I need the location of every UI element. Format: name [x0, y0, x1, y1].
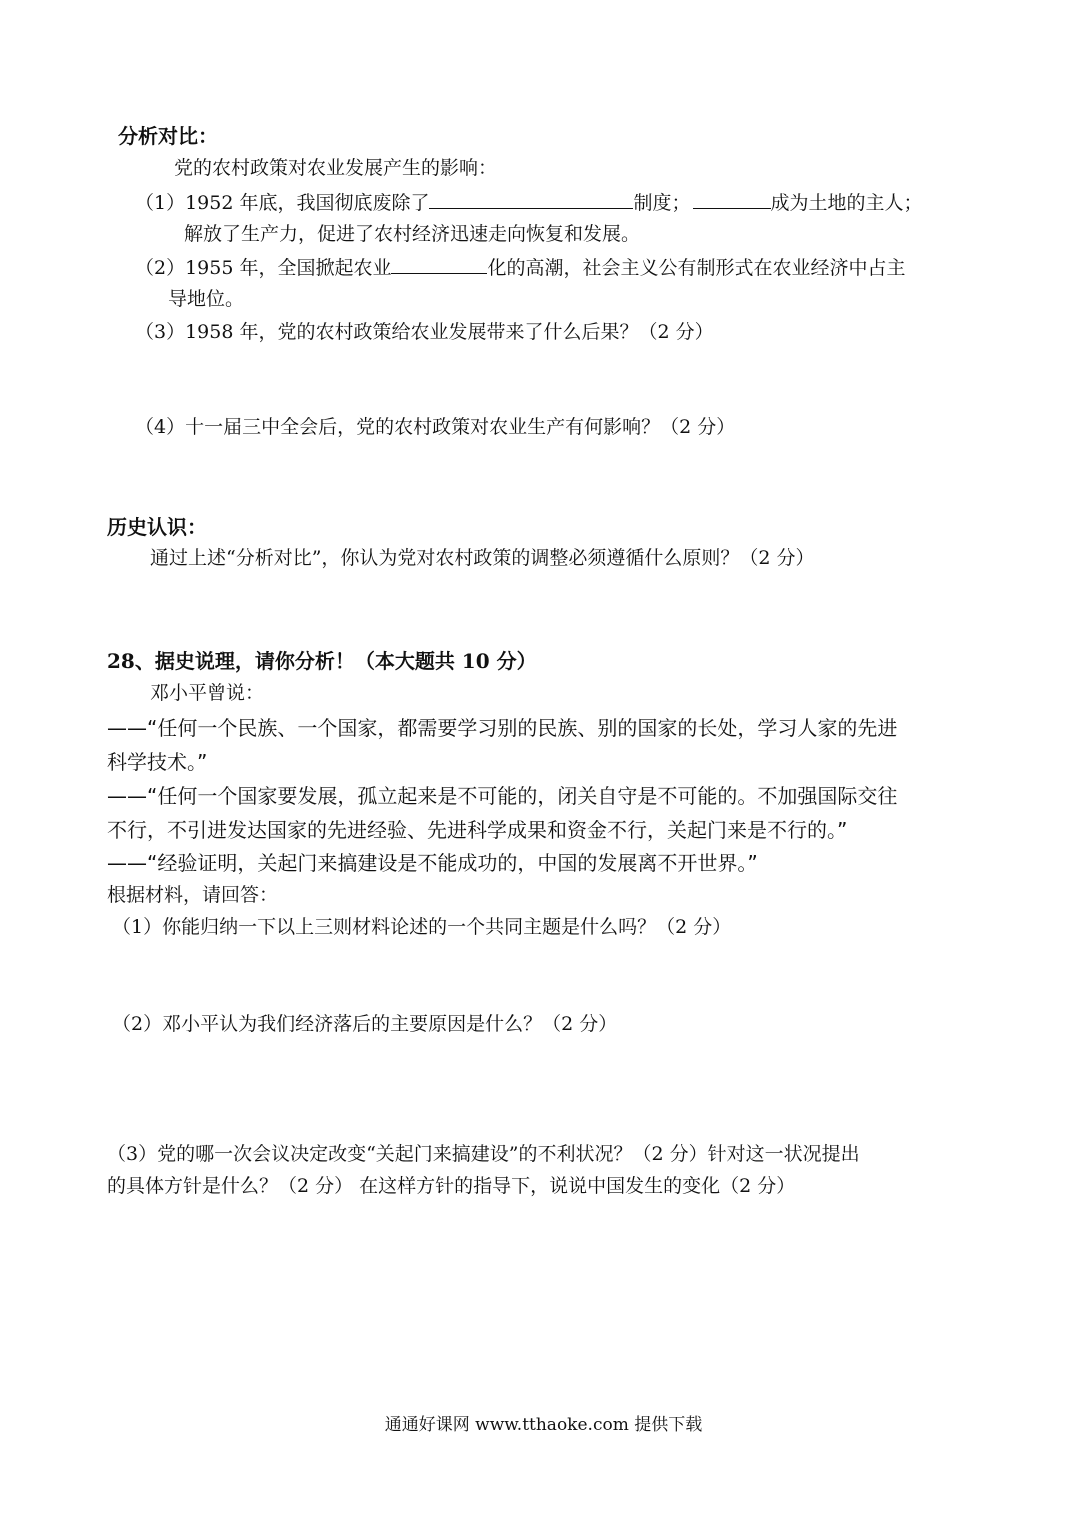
quote-2-line-2: 不行，不引进发达国家的先进经验、先进科学成果和资金不行，关起门来是不行的。”: [107, 818, 848, 842]
question-28-heading: 28、据史说理，请你分析！（本大题共 10 分）: [107, 649, 537, 673]
question-28-3-line-2: 的具体方针是什么？（2 分） 在这样方针的指导下，说说中国发生的变化（2 分）: [107, 1175, 796, 1197]
section-intro: 党的农村政策对农业发展产生的影响：: [174, 157, 498, 179]
quote-1-line-2: 科学技术。”: [107, 750, 208, 774]
question-2-line-2: 导地位。: [168, 288, 245, 310]
question-2-line-1: （2）1955 年，全国掀起农业 化的高潮，社会主义公有制形式在农业经济中占主: [135, 257, 906, 279]
answer-blank-3[interactable]: [391, 255, 487, 274]
quote-1-line-1: ——“任何一个民族、一个国家，都需要学习别的民族、别的国家的长处，学习人家的先进: [107, 716, 898, 740]
section-heading-analysis: 分析对比：: [118, 124, 218, 148]
quote-speaker: 邓小平曾说：: [150, 682, 265, 704]
answer-blank-2[interactable]: [693, 190, 771, 209]
answer-blank-1[interactable]: [429, 190, 633, 209]
question-1-line-1: （1）1952 年底，我国彻底废除了 制度； 成为土地的主人；: [135, 192, 923, 214]
quote-2-line-1: ——“任何一个国家要发展，孤立起来是不可能的，闭关自守是不可能的。不加强国际交往: [107, 784, 898, 808]
question-4: （4）十一届三中全会后，党的农村政策对农业生产有何影响？（2 分）: [135, 416, 736, 438]
question-28-2: （2）邓小平认为我们经济落后的主要原因是什么？（2 分）: [112, 1013, 618, 1035]
question-28-3-line-1: （3）党的哪一次会议决定改变“关起门来搞建设”的不利状况？（2 分）针对这一状况提出: [107, 1143, 860, 1165]
page-footer: 通通好课网 www.tthaoke.com 提供下载: [384, 1415, 703, 1435]
question-3: （3）1958 年，党的农村政策给农业发展带来了什么后果？（2 分）: [135, 321, 714, 343]
quote-3: ——“经验证明，关起门来搞建设是不能成功的，中国的发展离不开世界。”: [107, 851, 758, 875]
understanding-question: 通过上述“分析对比”，你认为党对农村政策的调整必须遵循什么原则？（2 分）: [150, 547, 815, 569]
section-heading-understanding: 历史认识：: [107, 515, 207, 539]
answer-prompt: 根据材料，请回答：: [107, 884, 279, 906]
question-1-line-2: 解放了生产力，促进了农村经济迅速走向恢复和发展。: [184, 223, 641, 245]
question-28-1: （1）你能归纳一下以上三则材料论述的一个共同主题是什么吗？（2 分）: [112, 916, 732, 938]
